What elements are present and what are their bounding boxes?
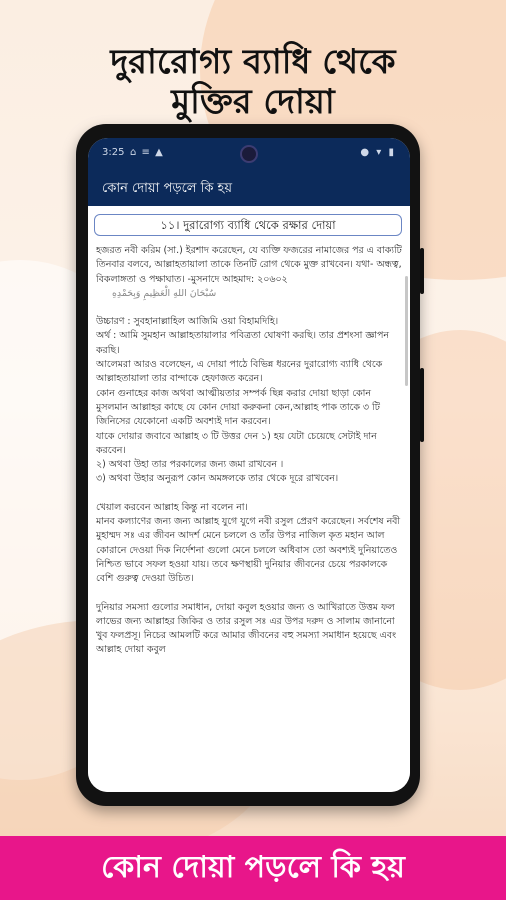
paragraph: অর্থ : আমি সুমহান আল্লাহতায়ালার পবিত্রতা ঘোষণা করছি। তার প্রশংসা জ্ঞাপন করছি। — [96, 330, 389, 356]
bottom-banner: কোন দোয়া পড়লে কি হয় — [0, 836, 506, 900]
dua-body-text — [96, 244, 402, 792]
app-bar-title: কোন দোয়া পড়লে কি হয় — [102, 181, 233, 196]
paragraph: ৩) অথবা উহার অনুরূপ কোন অমঙ্গলকে তার থেকে দূরে রাখবেন। — [96, 473, 339, 485]
paragraph: উচ্চারণ : সুবহানাল্লাহিল আজিমি ওয়া বিহামদিহি। — [96, 316, 279, 328]
paragraph: খেয়াল করবেন আল্লাহ কিন্তু না বলেন না। — [96, 501, 248, 513]
paragraph: যাকে দোয়ার জবাবে আল্লাহ ৩ টি উত্তর দেন ১) হয় যেটা চেয়েছে সেটাই দান করবেন। — [96, 430, 377, 456]
scrollbar[interactable] — [405, 276, 408, 386]
promo-headline-line1: দুরারোগ্য ব্যাধি থেকে — [110, 42, 396, 82]
paragraph: দুনিয়ার সমস্যা গুলোর সমাধান, দোয়া কবুল হওয়ার জন্য ও আখিরাতে উত্তম ফল লাভের জন্য আল্লাহর জিকির ও তার রসুল সঃ এর উপর দরুদ ও সালাম জানানো খুব ফলপ্রসূ। নিচের আমলটি করে আমার জীবনের বহু সমস্যা সমাধান হয়েছে এবং আল্লাহ দোয়া কবুল — [96, 601, 396, 656]
paragraph: ২) অথবা উহা তার পরকালের জন্য জমা রাখবেন । — [96, 459, 284, 471]
paragraph: আলেমরা আরও বলেছেন, এ দোয়া পাঠে বিভিন্ন ধরনের দুরারোগ্য ব্যাধি থেকে আল্লাহতায়ালা তার বান্দাকে হেফাজত করেন। — [96, 359, 383, 385]
phone-power-button — [420, 248, 424, 294]
section-title: ১১। দুরারোগ্য ব্যাধি থেকে রক্ষার দোয়া — [94, 214, 402, 236]
front-camera-icon — [240, 145, 258, 163]
app-bar — [88, 168, 410, 206]
status-bar — [88, 138, 410, 168]
signal-battery-icons: ● ▾ ▮ — [360, 147, 396, 158]
paragraph: কোন গুনাহের কাজ অথবা আত্মীয়তার সম্পর্ক ছিন্ন করার দোয়া ছাড়া কোন মুসলমান আল্লাহর কাছে যে কোন দোয়া করুকনা কেন,আল্লাহ পাক তাকে ৩ টি জিনিসের যেকোনো একটি অবশ্যই দান করবেন। — [96, 387, 380, 428]
paragraph: হজরত নবী করিম (সা.) ইরশাদ করেছেন, যে ব্যক্তি ফজরের নামাজের পর এ বাক্যটি তিনবার বলবে, আল্লাহতায়ালা তাকে তিনটি রোগ থেকে মুক্ত রাখবেন। যথা- অন্ধত্ব, বিকলাঙ্গতা ও পক্ষাঘাত। -মুসনাদে আহমাদ: ২০৬০২ — [96, 245, 402, 285]
dua-content[interactable] — [88, 206, 410, 792]
paragraph: মানব কল্যাণের জন্য জন্য আল্লাহ যুগে যুগে নবী রসুল প্রেরণ করেছেন। সর্বশেষ নবী মুহাম্মদ সঃ এর জীবন আদর্শ মেনে চললে ও তাঁর উপর নাজিল কৃত মহান আল কোরানে দেওয়া দিক নির্দেশনা গুলো মেনে চললে অধিবাস তো অবশ্যই দুনিয়াতেও নিশ্চিত ভাবে সফল হওয়া যায়। তবে ক্ষণস্থায়ী দুনিয়ার জীবনের চেয়ে পরকালকে বেশি গুরুত্ব দেওয়া উচিত। — [96, 516, 401, 585]
status-time: 3:25 — [102, 147, 125, 158]
notification-icons: ⌂ ≡ ▲ — [130, 147, 164, 158]
phone-volume-button — [420, 368, 424, 442]
arabic-dua-text: سُبْحَانَ اللهِ الْعَظِيمِ وَبِحَمْدِهِ — [112, 287, 217, 299]
phone-screen — [88, 138, 410, 792]
promo-headline-line2: মুক্তির দোয়া — [171, 82, 335, 122]
